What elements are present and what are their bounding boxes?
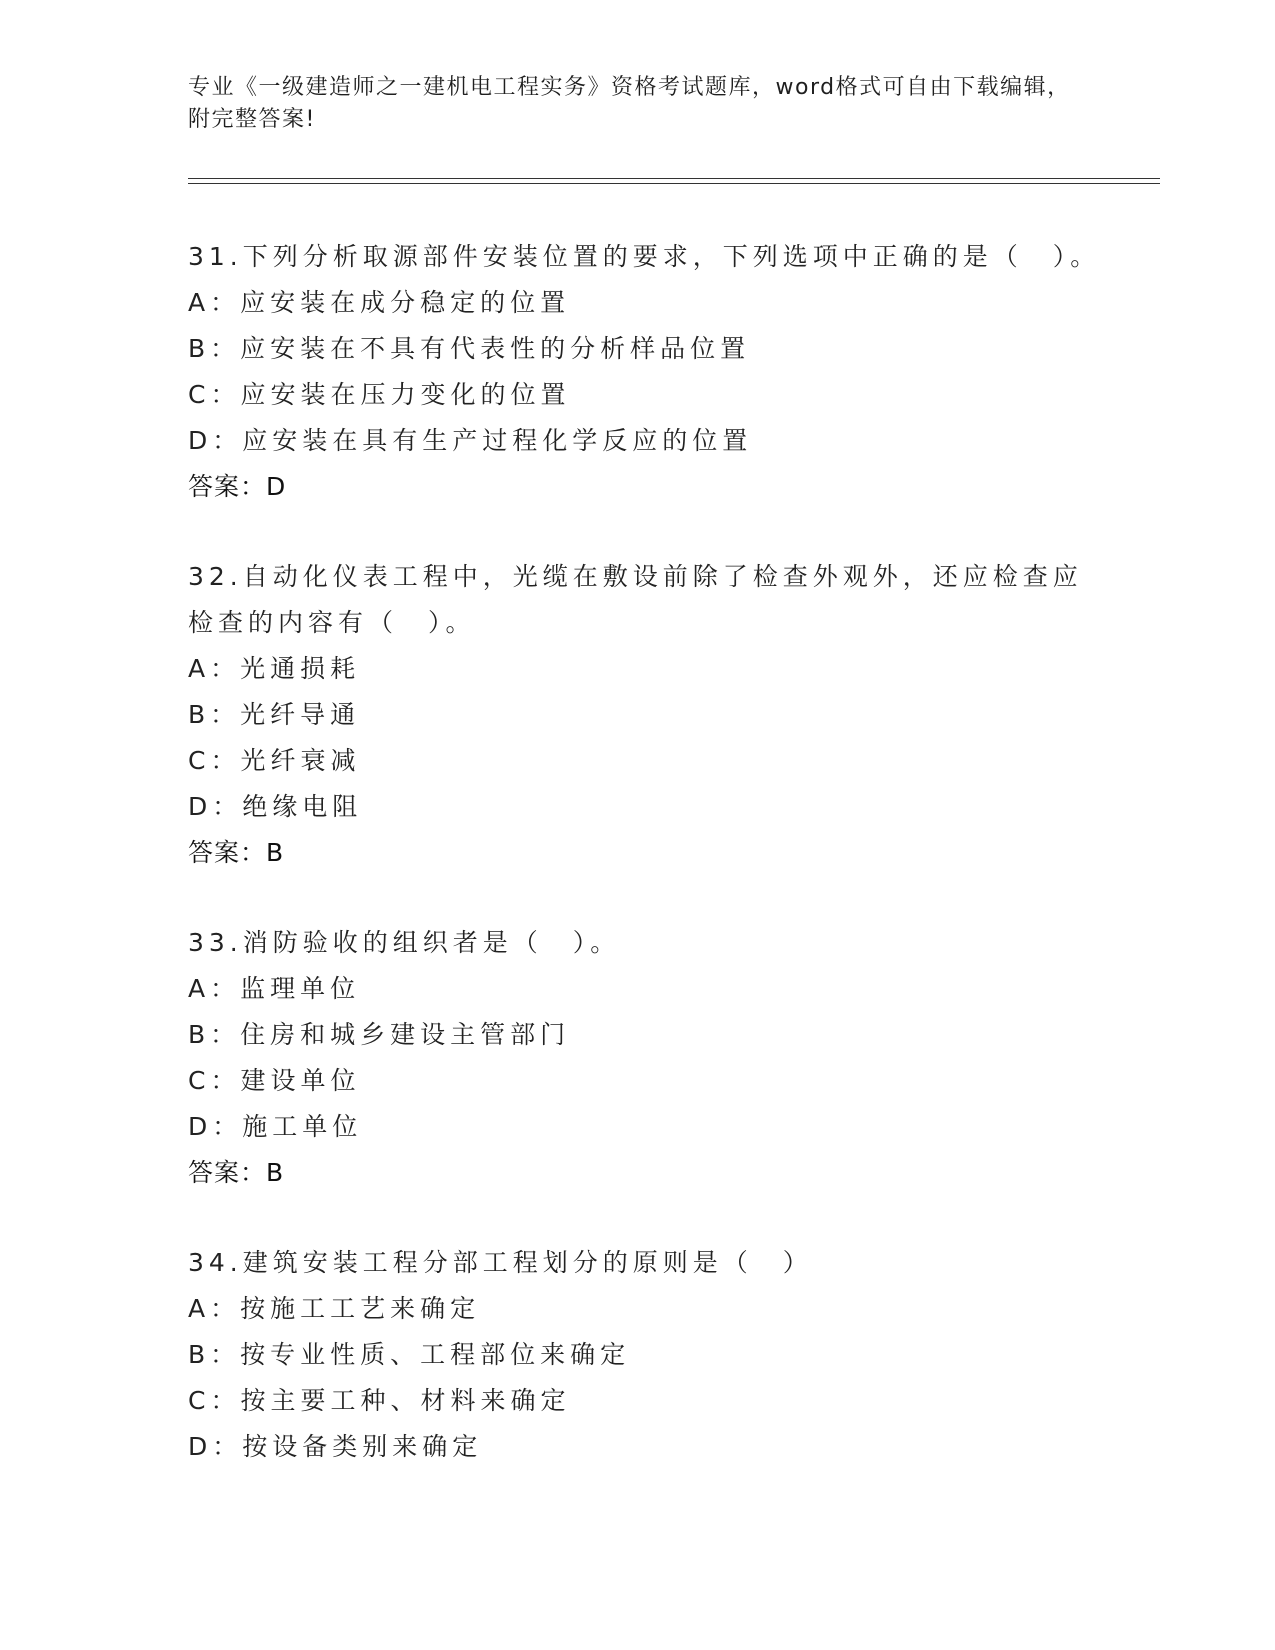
option-b: B：应安装在不具有代表性的分析样品位置 (188, 334, 751, 363)
option-d: D：施工单位 (188, 1112, 363, 1141)
option-a: A：监理单位 (188, 974, 361, 1003)
question-32 (188, 554, 1088, 876)
option-b: B：住房和城乡建设主管部门 (188, 1020, 571, 1049)
option-b: B：光纤导通 (188, 700, 361, 729)
answer-text: 答案：B (188, 1158, 285, 1187)
option-c: C：光纤衰减 (188, 746, 361, 775)
option-a: A：应安装在成分稳定的位置 (188, 288, 571, 317)
option-c: C：应安装在压力变化的位置 (188, 380, 571, 409)
document-header: 专业《一级建造师之一建机电工程实务》资格考试题库，word格式可自由下载编辑，附完整答案! (188, 75, 1071, 132)
option-c: C：按主要工种、材料来确定 (188, 1386, 571, 1415)
question-31 (188, 234, 1101, 510)
question-33 (188, 920, 1088, 1196)
option-b: B：按专业性质、工程部位来确定 (188, 1340, 631, 1369)
question-stem: 31.下列分析取源部件安装位置的要求，下列选项中正确的是（ ）。 (188, 242, 1101, 271)
header-divider-bottom (188, 183, 1160, 184)
answer-text: 答案：B (188, 838, 285, 867)
option-c: C：建设单位 (188, 1066, 361, 1095)
question-34 (188, 1240, 1088, 1470)
question-stem: 33.消防验收的组织者是（ ）。 (188, 928, 621, 957)
option-d: D：应安装在具有生产过程化学反应的位置 (188, 426, 753, 455)
option-a: A：按施工工艺来确定 (188, 1294, 481, 1323)
header-divider-top (188, 178, 1160, 179)
option-a: A：光通损耗 (188, 654, 361, 683)
option-d: D：绝缘电阻 (188, 792, 363, 821)
option-d: D：按设备类别来确定 (188, 1432, 483, 1461)
answer-text: 答案：D (188, 472, 287, 501)
question-stem: 34.建筑安装工程分部工程划分的原则是（ ） (188, 1248, 813, 1277)
question-stem: 32.自动化仪表工程中，光缆在敷设前除了检查外观外，还应检查应检查的内容有（ ）。 (188, 562, 1083, 637)
